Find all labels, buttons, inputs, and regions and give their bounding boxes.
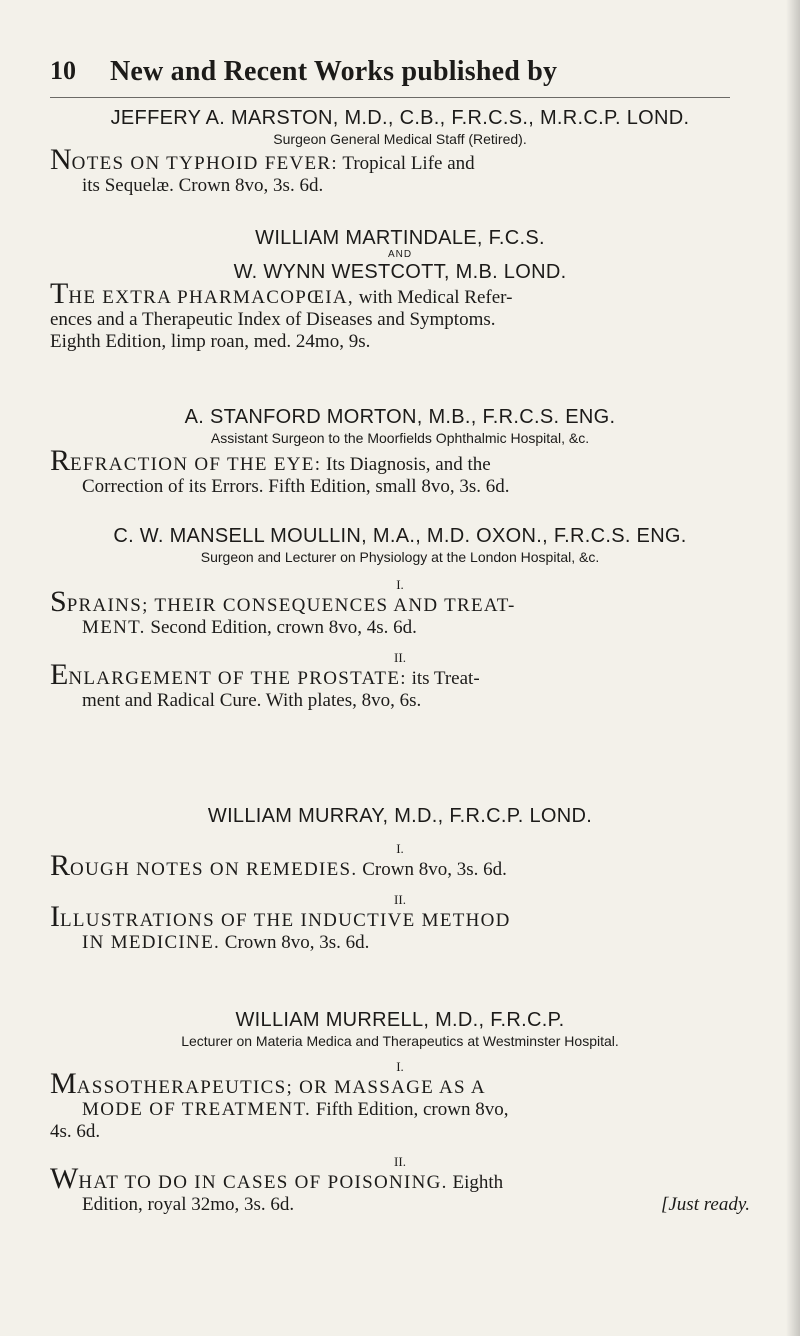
drop-initial: T (50, 277, 69, 310)
book-number: I. (396, 1059, 404, 1074)
author-entry-moullin (50, 524, 750, 712)
book-title: PRAINS; THEIR CONSEQUENCES AND TREAT- (66, 595, 516, 616)
author-name: WILLIAM MURRELL, M.D., F.R.C.P. (235, 1009, 565, 1031)
book-number: II. (394, 650, 406, 665)
book-listing (50, 143, 750, 197)
book-title: IN MEDICINE. (82, 932, 221, 953)
book-title: MODE OF TREATMENT. (82, 1099, 312, 1120)
book-title: HAT TO DO IN CASES OF POISONING. (78, 1172, 448, 1193)
and-conjunction: AND (387, 249, 413, 260)
book-details-line: Edition, royal 32mo, 3s. 6d. (82, 1194, 295, 1215)
drop-initial: M (50, 1067, 77, 1100)
book-details: Its Diagnosis, and the (321, 454, 491, 475)
book-details: its Treat- (406, 668, 480, 689)
book-title: OUGH NOTES ON REMEDIES. (70, 859, 358, 880)
book-listing (50, 1067, 750, 1143)
book-details-line: its Sequelæ. Crown 8vo, 3s. 6d. (82, 175, 324, 196)
book-title: MENT. (82, 617, 146, 638)
book-number: II. (394, 1154, 406, 1169)
author-credential: Assistant Surgeon to the Moorfields Ophthalmic Hospital, &c. (210, 430, 590, 446)
author-name: C. W. MANSELL MOULLIN, M.A., M.D. OXON., F.R.C.S. ENG. (113, 525, 687, 547)
running-head (50, 56, 750, 94)
author-name: WILLIAM MARTINDALE, F.C.S. (255, 227, 545, 249)
book-details: Crown 8vo, 3s. 6d. (220, 932, 370, 953)
book-details: Fifth Edition, crown 8vo, (311, 1099, 509, 1120)
running-head-title: New and Recent Works published by (110, 56, 558, 87)
book-number: I. (396, 841, 404, 856)
book-number: II. (394, 892, 406, 907)
book-details-line: ences and a Therapeutic Index of Diseases and Symptoms. (50, 309, 496, 330)
book-listing (50, 444, 750, 498)
book-title: ASSOTHERAPEUTICS; OR MASSAGE AS A (76, 1077, 486, 1098)
book-listing (50, 585, 750, 639)
book-number: I. (396, 577, 404, 592)
author-name: WILLIAM MURRAY, M.D., F.R.C.P. LOND. (207, 805, 593, 827)
book-details: Eighth (447, 1172, 504, 1193)
book-title: OTES ON TYPHOID FEVER: (71, 153, 338, 174)
author-credential: Surgeon and Lecturer on Physiology at the London Hospital, &c. (200, 549, 600, 565)
availability-note: [Just ready. (660, 1194, 750, 1215)
drop-initial: W (50, 1162, 79, 1195)
book-details: Tropical Life and (337, 153, 475, 174)
drop-initial: R (50, 444, 71, 477)
author-credential: Lecturer on Materia Medica and Therapeutics at Westminster Hospital. (181, 1033, 619, 1049)
book-listing (50, 1162, 750, 1216)
author-entry-morton (50, 405, 750, 498)
book-title: NLARGEMENT OF THE PROSTATE: (68, 668, 407, 689)
header-rule (50, 97, 730, 98)
book-listing (50, 900, 750, 954)
book-details: Second Edition, crown 8vo, 4s. 6d. (145, 617, 417, 638)
author-entry-marston (50, 106, 750, 197)
book-details-line: ment and Radical Cure. With plates, 8vo, 6s. (82, 690, 422, 711)
book-details: with Medical Refer- (354, 287, 513, 308)
drop-initial: S (50, 585, 67, 618)
drop-initial: N (50, 143, 72, 176)
author-entry-martindale-westcott (50, 226, 750, 353)
author-name: W. WYNN WESTCOTT, M.B. LOND. (233, 261, 567, 283)
book-details-line: Eighth Edition, limp roan, med. 24mo, 9s. (50, 331, 371, 352)
book-title: EFRACTION OF THE EYE: (70, 454, 322, 475)
drop-initial: R (50, 849, 71, 882)
drop-initial: E (50, 658, 69, 691)
page-number: 10 (50, 56, 76, 85)
book-listing (50, 658, 750, 712)
book-details-line: 4s. 6d. (50, 1121, 101, 1142)
author-credential: Surgeon General Medical Staff (Retired). (273, 131, 527, 147)
book-details-line: Correction of its Errors. Fifth Edition, small 8vo, 3s. 6d. (82, 476, 510, 497)
drop-initial: I (50, 900, 60, 933)
book-title: HE EXTRA PHARMACOPŒIA, (68, 287, 354, 308)
author-entry-murray (50, 804, 750, 954)
book-listing (50, 277, 750, 353)
page-edge-shadow (786, 0, 800, 1336)
book-details: Crown 8vo, 3s. 6d. (357, 859, 507, 880)
author-entry-murrell (50, 1008, 750, 1216)
book-title: LLUSTRATIONS OF THE INDUCTIVE METHOD (60, 910, 511, 931)
author-name: A. STANFORD MORTON, M.B., F.R.C.S. ENG. (184, 406, 616, 428)
book-listing (50, 849, 750, 882)
author-name: JEFFERY A. MARSTON, M.D., C.B., F.R.C.S., M.R.C.P. LOND. (110, 107, 690, 129)
